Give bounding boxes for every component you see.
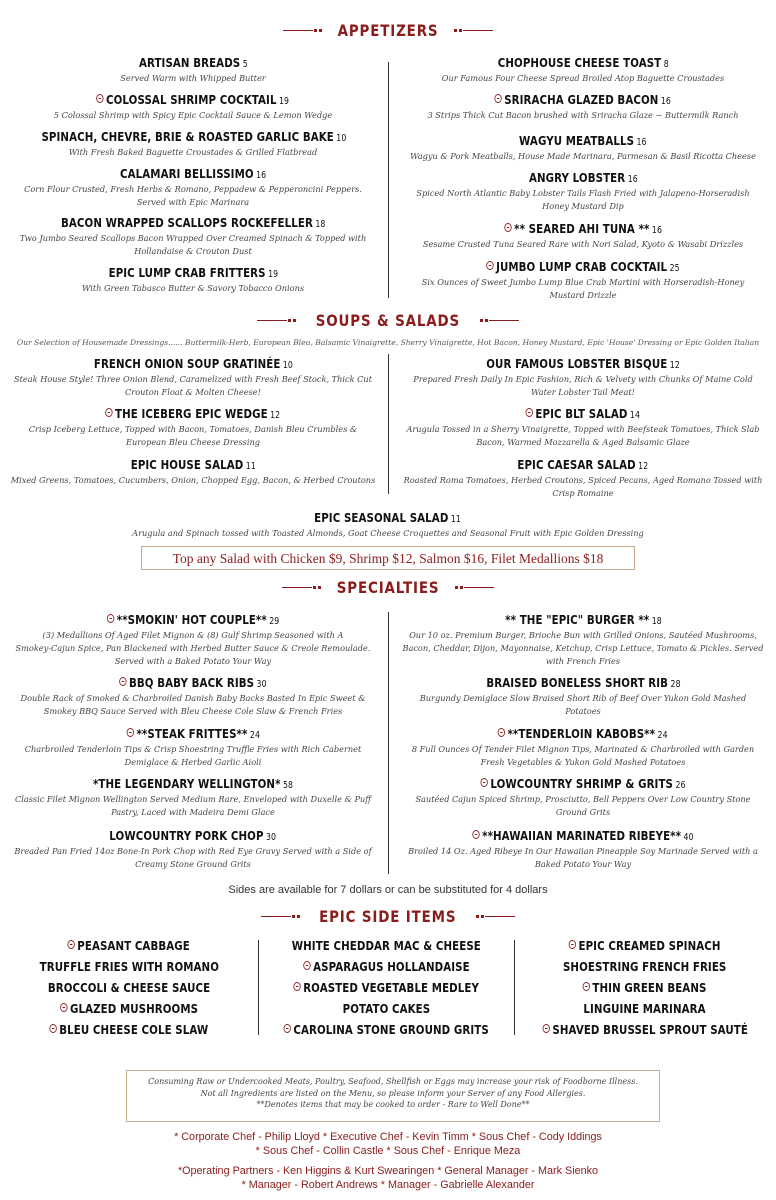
section-header-soups (0, 310, 776, 330)
menu-item-price: 58 (282, 780, 294, 791)
gluten-free-icon (126, 728, 133, 737)
menu-item-name (61, 215, 325, 230)
menu-item-name (105, 406, 280, 421)
staff-line: *Operating Partners - Ken Higgins & Kurt Swearingen * General Manager - Mark Sienko (177, 1165, 599, 1177)
disclaimer-line: Not all Ingredients are listed on the Menu, so please inform your Server of any Food Allergies. (200, 1088, 586, 1098)
gluten-free-icon (583, 982, 590, 991)
menu-item-price: 8 (663, 59, 669, 70)
gluten-free-icon (283, 1024, 290, 1033)
gluten-free-icon (107, 614, 114, 623)
menu-item-description: Two Jumbo Seared Scallops Bacon Wrapped Over Creamed Spinach & Topped with Hollandaise & Crouton Dust (19, 233, 367, 256)
menu-item-description: Spiced North Atlantic Baby Lobster Tails Flash Fried with Jalapeno-Horseradish Honey Mustard Dip (416, 188, 750, 211)
menu-item (398, 403, 768, 449)
side-item (0, 977, 258, 996)
side-item-title: THIN GREEN BEANS (592, 980, 707, 995)
disclaimer-line: **Denotes items that may be cooked to order - Rare to Well Done** (256, 1100, 530, 1109)
section-header-appetizers (0, 20, 776, 40)
staff-line: * Corporate Chef - Philip Lloyd * Executive Chef - Kevin Timm * Sous Chef - Cody Iddings (174, 1131, 602, 1143)
menu-item-price: 16 (627, 174, 638, 185)
menu-item-description: Sesame Crusted Tuna Seared Rare with Nori Salad, Kyoto & Wasabi Drizzles (422, 239, 744, 249)
side-item-title: TRUFFLE FRIES WITH ROMANO (39, 959, 219, 974)
side-item-name (293, 980, 479, 995)
menu-item-name (97, 92, 290, 107)
side-item (0, 956, 258, 975)
menu-item-name (107, 612, 279, 627)
gluten-free-icon (50, 1024, 57, 1033)
side-item-title: POTATO CAKES (342, 1001, 430, 1016)
menu-item-price: 18 (315, 219, 326, 230)
gluten-free-icon (97, 94, 104, 103)
gluten-free-icon (105, 408, 112, 417)
menu-item-title: BRAISED BONELESS SHORT RIB (485, 675, 668, 690)
side-item-name (584, 1001, 706, 1016)
salad-topping-box (141, 546, 635, 570)
menu-item-name (139, 55, 248, 70)
menu-item-name (486, 356, 680, 371)
side-item (258, 956, 514, 975)
appetizers-left-column (8, 52, 378, 302)
menu-item-description: Our 10 oz. Premium Burger, Brioche Bun with Grilled Onions, Sautéed Mushrooms, Bacon, Cheddar, Dijon, Mayonnaise, Ketchup, Crisp Lettuce, Tomato & Pickles. Served with French Fries (402, 630, 764, 666)
side-item (258, 998, 514, 1017)
gluten-free-icon (569, 940, 576, 949)
side-item-name (563, 959, 726, 974)
side-item-name (50, 1022, 209, 1037)
menu-item-title: CHOPHOUSE CHEESE TOAST (497, 55, 661, 70)
soups-right-column (398, 353, 768, 503)
menu-item-name (504, 221, 662, 236)
side-item-title: SHAVED BRUSSEL SPROUT SAUTÉ (552, 1022, 748, 1037)
side-item-name (39, 959, 218, 974)
menu-item-description: Classic Filet Mignon Wellington Served Medium Rare, Enveloped with Duxelle & Puff Pastry, Laced with Madeira Demi Glace (14, 794, 372, 817)
menu-item (398, 609, 768, 668)
menu-item-name (120, 166, 266, 181)
menu-item-description: With Fresh Baked Baguette Croustades & Grilled Flatbread (68, 147, 318, 157)
menu-item-title: SRIRACHA GLAZED BACON (504, 92, 659, 107)
menu-item-name (497, 55, 668, 70)
menu-item-price: 12 (270, 410, 281, 421)
gluten-free-icon (303, 961, 310, 970)
gluten-free-icon (542, 1024, 549, 1033)
side-item-title: SHOESTRING FRENCH FRIES (563, 959, 727, 974)
side-item-title: PEASANT CABBAGE (77, 938, 191, 953)
menu-item-name (110, 828, 277, 843)
menu-item-description: Arugula and Spinach tossed with Toasted Almonds, Goat Cheese Croquettes and Seasonal Fruit with Epic Golden Dressing (132, 528, 644, 538)
menu-item (8, 672, 378, 718)
side-item-name (68, 938, 190, 953)
menu-item-name (519, 133, 647, 148)
menu-item (398, 723, 768, 769)
menu-item-description: Wagyu & Pork Meatballs, House Made Marinara, Parmesan & Basil Ricotta Cheese (410, 151, 756, 161)
menu-item-name (495, 92, 672, 107)
specialties-left-column (8, 609, 378, 879)
menu-item (398, 773, 768, 819)
menu-item-price: 24 (249, 730, 260, 741)
menu-item-description: 3 Strips Thick Cut Bacon brushed with Sriracha Glaze ~ Buttermilk Ranch (427, 110, 739, 120)
menu-item-price: 26 (675, 780, 686, 791)
menu-item-name (93, 356, 292, 371)
menu-item-description: Steak House Style! Three Onion Blend, Caramelized with Fresh Beef Stock, Thick Cut Crouton Float & Molten Cheese! (14, 374, 372, 397)
menu-item-title: **HAWAIIAN MARINATED RIBEYE** (482, 828, 682, 843)
side-item (258, 935, 514, 954)
gluten-free-icon (495, 94, 502, 103)
side-item-name (48, 980, 210, 995)
sides-column-1 (0, 935, 258, 1045)
menu-item-price: 16 (636, 137, 647, 148)
side-item-title: EPIC CREAMED SPINACH (578, 938, 721, 953)
side-item-name (569, 938, 721, 953)
menu-item (8, 163, 378, 209)
menu-item-title: **STEAK FRITTES** (136, 726, 248, 741)
side-item-title: ASPARAGUS HOLLANDAISE (312, 959, 470, 974)
side-item-title: LINGUINE MARINARA (583, 1001, 707, 1016)
side-item-name (542, 1022, 747, 1037)
menu-item-title: EPIC CAESAR SALAD (517, 457, 636, 472)
side-item-title: GLAZED MUSHROOMS (69, 1001, 198, 1016)
seasonal-salad (0, 507, 776, 543)
menu-item-title: OUR FAMOUS LOBSTER BISQUE (486, 356, 668, 371)
menu-item (8, 52, 378, 85)
menu-item-price: 16 (255, 170, 267, 181)
menu-item (8, 126, 378, 159)
side-item (0, 1019, 258, 1038)
menu-item-title: LOWCOUNTRY SHRIMP & GRITS (490, 776, 673, 791)
sides-note: Sides are available for 7 dollars or can be substituted for 4 dollars (228, 884, 548, 896)
column-divider (388, 354, 389, 494)
menu-item-title: LOWCOUNTRY PORK CHOP (109, 828, 264, 843)
side-item-title: WHITE CHEDDAR MAC & CHEESE (291, 938, 481, 953)
gluten-free-icon (526, 408, 533, 417)
menu-item-description: 8 Full Ounces Of Tender Filet Mignon Tips, Marinated & Charbroiled with Garden Fresh Vegetables & Yukon Gold Mashed Potatoes (411, 744, 755, 767)
menu-item-price: 25 (669, 263, 680, 274)
menu-item (398, 825, 768, 871)
menu-item-price: 11 (451, 514, 462, 525)
menu-item (398, 130, 768, 163)
side-item-name (303, 959, 469, 974)
menu-item-description: Broiled 14 Oz. Aged Ribeye In Our Hawaiian Pineapple Soy Marinade Served with a Baked Potato Your Way (408, 846, 758, 869)
menu-item-title: BBQ BABY BACK RIBS (129, 675, 255, 690)
disclaimer-line: Consuming Raw or Undercooked Meats, Poultry, Seafood, Shellfish or Eggs may increase your risk of Foodborne Illness. (148, 1077, 638, 1086)
staff-credits-chefs (0, 1130, 776, 1158)
menu-item-name (130, 457, 255, 472)
dressings-note: Our Selection of Housemade Dressings...... Buttermilk-Herb, European Bleu, Balsamic Vinaigrette, Sherry Vinaigrette, Hot Bacon, Honey Mustard, Epic 'House' Dressing or Epic Golden Italian (16, 338, 760, 347)
menu-item (8, 454, 378, 487)
side-item (514, 935, 776, 954)
menu-item-price: 14 (630, 410, 641, 421)
menu-item-name (529, 170, 638, 185)
menu-item (398, 167, 768, 213)
side-item-title: BLEU CHEESE COLE SLAW (59, 1022, 209, 1037)
menu-item-title: FRENCH ONION SOUP GRATINÉE (93, 356, 281, 371)
menu-item-description: With Green Tabasco Butter & Savory Tobacco Onions (81, 283, 305, 293)
menu-item (8, 403, 378, 449)
menu-item-description: 5 Colossal Shrimp with Spicy Epic Cocktail Sauce & Lemon Wedge (53, 110, 333, 120)
menu-item (398, 218, 768, 251)
menu-item (398, 672, 768, 718)
menu-item-price: 5 (242, 59, 248, 70)
gluten-free-icon (504, 223, 511, 232)
menu-item-name (41, 129, 346, 144)
menu-item-title: ** SEARED AHI TUNA ** (513, 221, 650, 236)
menu-item-description: Burgundy Demiglace Slow Braised Short Rib of Beef Over Yukon Gold Mashed Potatoes (419, 693, 747, 716)
appetizers-right-column (398, 52, 768, 302)
menu-item-title: **TENDERLOIN KABOBS** (507, 726, 656, 741)
menu-item-title: BACON WRAPPED SCALLOPS ROCKEFELLER (60, 215, 313, 230)
menu-item-name (472, 828, 693, 843)
menu-item-price: 18 (651, 616, 662, 627)
menu-item-price: 40 (683, 832, 694, 843)
menu-item-title: SPINACH, CHEVRE, BRIE & ROASTED GARLIC BAKE (41, 129, 334, 144)
menu-item-title: **SMOKIN' HOT COUPLE** (116, 612, 267, 627)
menu-item-description: Roasted Roma Tomatoes, Herbed Croutons, Spiced Pecans, Aged Romano Tossed with Crisp Romaine (403, 475, 763, 498)
menu-item-description: Breaded Pan Fried 14oz Bone-In Pork Chop with Red Eye Gravy Served with a Side of Creamy Stone Ground Grits (14, 846, 372, 869)
menu-item-description: Charbroiled Tenderloin Tips & Crisp Shoestring Truffle Fries with Rich Cabernet Demiglace & Herbed Garlic Aioli (24, 744, 362, 767)
menu-item-description: Crisp Iceberg Lettuce, Topped with Bacon, Tomatoes, Danish Bleu Crumbles & European Bleu Cheese Dressing (28, 424, 358, 447)
menu-item-name (119, 675, 266, 690)
menu-item-title: ANGRY LOBSTER (528, 170, 625, 185)
menu-item-name (526, 406, 640, 421)
menu-item-name (505, 612, 662, 627)
column-divider (388, 612, 389, 874)
salad-topping-text: Top any Salad with Chicken $9, Shrimp $12, Salmon $16, Filet Medallions $18 (172, 551, 604, 566)
menu-item (398, 89, 768, 122)
menu-item-title: JUMBO LUMP CRAB COCKTAIL (496, 259, 668, 274)
menu-item-description: Sautéed Cajun Spiced Shrimp, Prosciutto, Bell Peppers Over Low Country Stone Ground Grits (415, 794, 751, 817)
staff-credits-managers (0, 1164, 776, 1192)
menu-item-price: 16 (651, 225, 662, 236)
menu-item-description: Corn Flour Crusted, Fresh Herbs & Romano, Peppadew & Pepperoncini Peppers. Served with Epic Marinara (24, 184, 362, 207)
menu-item-description: Arugula Tossed in a Sherry Vinaigrette, Topped with Beefsteak Tomatoes, Thick Slab Bacon, Warmed Mozzarella & Aged Balsamic Glaze (406, 424, 760, 447)
column-divider (388, 62, 389, 298)
menu-item-description: Six Ounces of Sweet Jumbo Lump Blue Crab Martini with Horseradish-Honey Mustard Drizzle (421, 277, 745, 300)
side-item (0, 998, 258, 1017)
menu-item-name (93, 776, 293, 791)
menu-item-price: 12 (638, 461, 649, 472)
section-title: SPECIALTIES (336, 578, 440, 597)
gluten-free-icon (68, 940, 75, 949)
sides-column-2 (258, 935, 514, 1045)
menu-item (8, 89, 378, 122)
menu-item-title: WAGYU MEATBALLS (519, 133, 635, 148)
side-item-title: ROASTED VEGETABLE MEDLEY (303, 980, 479, 995)
menu-item (8, 353, 378, 399)
menu-item-title: CALAMARI BELLISSIMO (119, 166, 254, 181)
menu-item-name (518, 457, 649, 472)
menu-item (8, 723, 378, 769)
side-item (258, 977, 514, 996)
menu-item-description: Prepared Fresh Daily In Epic Fashion, Rich & Velvety with Chunks Of Maine Cold Water Lobster Tail Meat! (413, 374, 753, 397)
menu-item-name (315, 510, 462, 525)
gluten-free-icon (119, 677, 126, 686)
menu-item-title: COLOSSAL SHRIMP COCKTAIL (106, 92, 277, 107)
menu-item-title: EPIC BLT SALAD (535, 406, 628, 421)
menu-item (398, 454, 768, 500)
side-item-title: CAROLINA STONE GROUND GRITS (293, 1022, 489, 1037)
side-item-name (283, 1022, 488, 1037)
menu-item-name (486, 675, 680, 690)
menu-item-price: 30 (256, 679, 267, 690)
menu-item-title: THE ICEBERG EPIC WEDGE (115, 406, 268, 421)
menu-item-price: 10 (336, 133, 347, 144)
menu-item-description: Double Rack of Smoked & Charbroiled Danish Baby Backs Basted In Epic Sweet & Smokey BBQ Sauce Served with Bleu Cheese Cole Slaw & French Fries (20, 693, 366, 716)
gluten-free-icon (60, 1003, 67, 1012)
menu-item-title: EPIC HOUSE SALAD (130, 457, 244, 472)
menu-item (398, 256, 768, 302)
staff-line: * Manager - Robert Andrews * Manager - Gabrielle Alexander (241, 1179, 535, 1191)
side-item (0, 935, 258, 954)
menu-item (8, 609, 378, 668)
menu-item-price: 29 (269, 616, 280, 627)
menu-item-price: 11 (245, 461, 256, 472)
gluten-free-icon (480, 778, 487, 787)
side-item-name (60, 1001, 198, 1016)
section-title: SOUPS & SALADS (315, 311, 461, 330)
menu-item-price: 10 (282, 360, 293, 371)
menu-item-description: (3) Medallions Of Aged Filet Mignon & (8) Gulf Shrimp Seasoned with A Smokey-Cajun Spice, Pan Blackened with Herbed Butter Sauce & Creole Remoulade. Served with a Baked Potato Your Way (15, 630, 371, 666)
side-item-name (291, 938, 480, 953)
menu-item-name (486, 259, 679, 274)
staff-line: * Sous Chef - Collin Castle * Sous Chef - Enrique Meza (255, 1145, 521, 1157)
side-item-title: BROCCOLI & CHEESE SAUCE (47, 980, 211, 995)
section-title: EPIC SIDE ITEMS (319, 907, 457, 926)
menu-item-title: EPIC LUMP CRAB FRITTERS (108, 265, 266, 280)
menu-item (8, 262, 378, 295)
menu-item-price: 19 (267, 269, 278, 280)
menu-item (398, 52, 768, 85)
menu-item-price: 12 (669, 360, 680, 371)
section-title: APPETIZERS (337, 21, 439, 40)
gluten-free-icon (498, 728, 505, 737)
menu-item-title: *THE LEGENDARY WELLINGTON* (92, 776, 281, 791)
side-item-name (583, 980, 707, 995)
menu-item (0, 507, 776, 540)
menu-item (8, 212, 378, 258)
menu-item-title: EPIC SEASONAL SALAD (314, 510, 449, 525)
sides-column-3 (514, 935, 776, 1045)
menu-item-price: 28 (670, 679, 681, 690)
menu-item-description: Our Famous Four Cheese Spread Broiled Atop Baguette Croustades (441, 73, 725, 83)
menu-item-description: Served Warm with Whipped Butter (120, 73, 266, 83)
menu-item (8, 773, 378, 819)
menu-item (398, 353, 768, 399)
section-header-specialties (0, 577, 776, 597)
menu-item-price: 19 (279, 96, 290, 107)
side-item-name (342, 1001, 430, 1016)
gluten-free-icon (472, 830, 479, 839)
section-header-sides (0, 906, 776, 926)
menu-item-price: 16 (661, 96, 672, 107)
menu-item-name (498, 726, 668, 741)
side-item (514, 977, 776, 996)
menu-item-name (480, 776, 685, 791)
menu-item-name (126, 726, 259, 741)
menu-item-title: ARTISAN BREADS (138, 55, 240, 70)
menu-item-name (108, 265, 278, 280)
menu-item-price: 24 (657, 730, 668, 741)
menu-item-price: 30 (266, 832, 277, 843)
side-item (514, 956, 776, 975)
specialties-right-column (398, 609, 768, 879)
menu-item-description: Mixed Greens, Tomatoes, Cucumbers, Onion, Chopped Egg, Bacon, & Herbed Croutons (10, 475, 376, 485)
gluten-free-icon (293, 982, 300, 991)
gluten-free-icon (486, 261, 493, 270)
soups-left-column (8, 353, 378, 503)
allergen-disclaimer (126, 1070, 660, 1122)
menu-item-title: ** THE "EPIC" BURGER ** (504, 612, 649, 627)
side-item (514, 1019, 776, 1038)
side-item (514, 998, 776, 1017)
side-item (258, 1019, 514, 1038)
menu-item (8, 825, 378, 871)
